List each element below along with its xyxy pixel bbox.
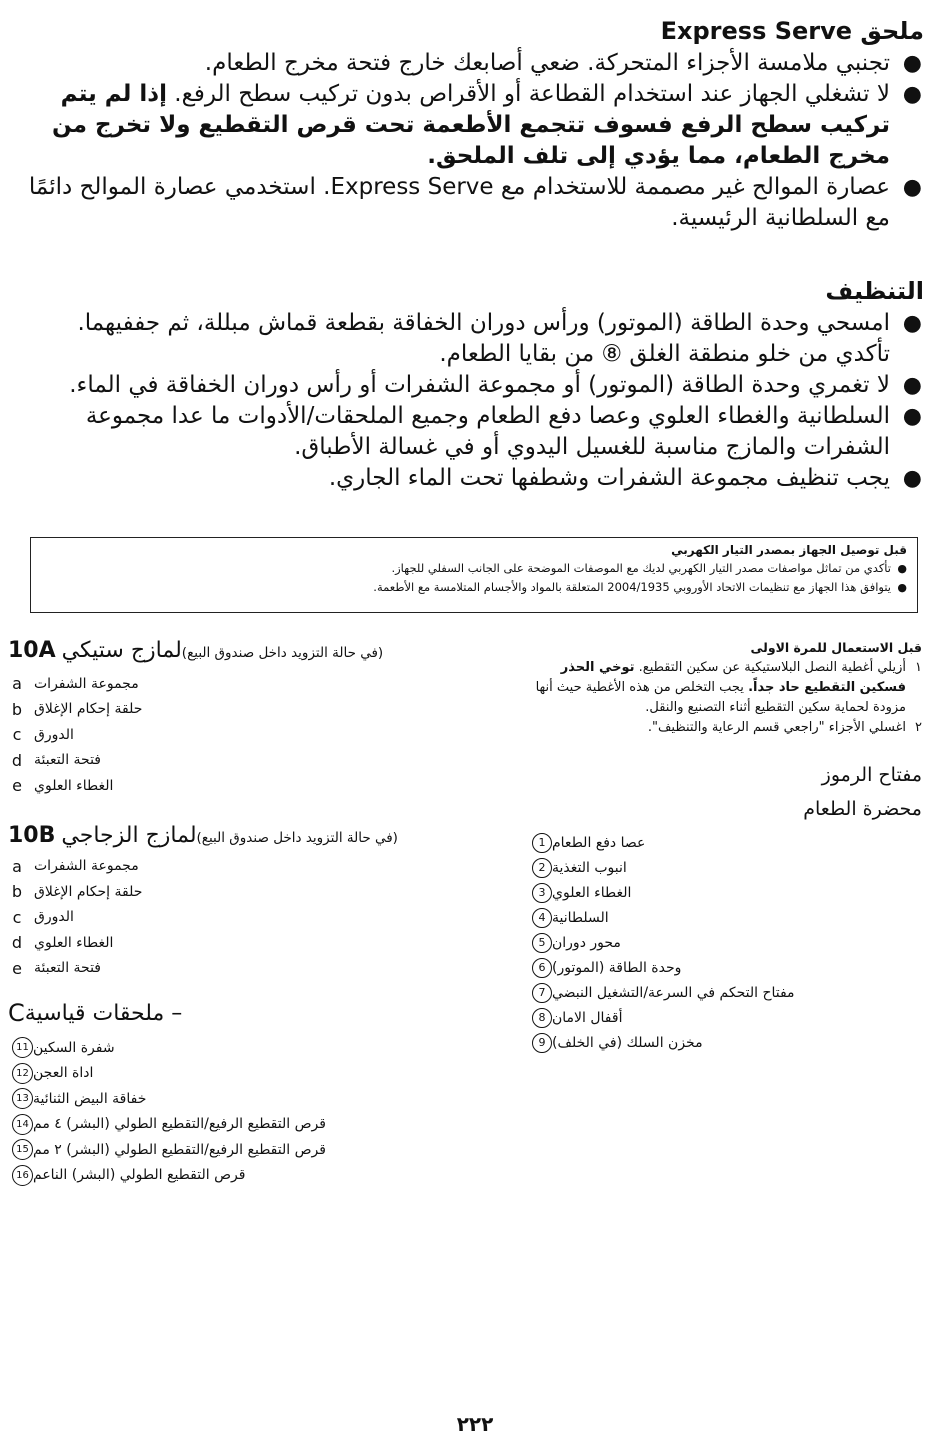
list-item: 11 شفرة السكين (0, 1035, 450, 1061)
cleaning-list (24, 308, 924, 494)
warning-text: توخي الحذر فسكين التقطيع حاد جداً. (560, 660, 906, 695)
bullet-icon: ● (897, 581, 907, 594)
number-badge: 12 (12, 1063, 33, 1084)
number-badge: 1 (532, 833, 552, 853)
number-badge: 8 (532, 1008, 552, 1028)
section-10b-heading: 10B لمازج الزجاجي (في حالة التزويد داخل صندوق البيع) (8, 822, 398, 848)
bullet-icon: ● (902, 404, 922, 429)
list-item: e الغطاء العلوي (12, 776, 114, 796)
list-item: ● امسحي وحدة الطاقة (الموتور) ورأس دوران الخفاقة بقطعة قماش مبللة، ثم جففيهما. تأكدي من خلو منطقة الغلق ⑧ من بقايا الطعام. (77, 310, 922, 367)
top-section (24, 14, 924, 494)
list-item: ● تجنبي ملامسة الأجزاء المتحركة. ضعي أصابعك خارج فتحة مخرج الطعام. (24, 48, 924, 79)
list-item: 2 انبوب التغذية (522, 855, 922, 880)
list-item: 7 مفتاح التحكم في السرعة/التشغيل النبضي (522, 980, 922, 1005)
number-badge: 13 (12, 1088, 33, 1109)
number-badge: 11 (12, 1037, 33, 1058)
list-item: a مجموعة الشفرات (12, 674, 139, 694)
list-item: ٢ اغسلي الأجزاء "راجعي قسم الرعاية والتنظيف". (647, 720, 922, 735)
number-badge: 6 (532, 958, 552, 978)
list-item: 1 عصا دفع الطعام (522, 830, 922, 855)
list-item: 16 قرص التقطيع الطولي (البشر) الناعم (0, 1163, 450, 1189)
bullet-icon: ● (902, 51, 922, 76)
number-badge: 16 (12, 1165, 33, 1186)
cleaning-heading: التنظيف (825, 277, 924, 305)
symbols-list (522, 830, 922, 1055)
express-serve-list (24, 48, 924, 234)
power-notice-title: قبل توصيل الجهاز بمصدر التيار الكهربي (671, 543, 907, 557)
list-item: ● تأكدي من تماثل مواصفات مصدر التيار الكهربي لديك مع الموصفات الموضحة على الجانب السفلي للجهاز. (41, 559, 907, 578)
page-number: ٢٢٢ (456, 1412, 494, 1436)
list-item: ● لا تغمري وحدة الطاقة (الموتور) أو مجموعة الشفرات أو رأس دوران الخفاقة في الماء. (24, 370, 924, 401)
list-item: 13 خفاقة البيض الثنائية (0, 1086, 450, 1112)
list-item: e فتحة التعبئة (12, 958, 101, 978)
express-serve-heading: ملحق Express Serve (660, 17, 924, 45)
left-column (0, 638, 450, 1188)
bullet-icon: ● (902, 373, 922, 398)
section-10a-heading: 10A لمازج ستيكي (في حالة التزويد داخل صندوق البيع) (8, 638, 384, 663)
list-item: d الغطاء العلوي (11, 933, 114, 953)
list-item: b حلقة إحكام الإغلاق (11, 882, 143, 902)
list-item: 14 قرص التقطيع الرفيع/التقطيع الطولي (البشر) ٤ مم (0, 1112, 450, 1138)
list-item: 12 اداة العجن (0, 1061, 450, 1087)
list-item: a مجموعة الشفرات (12, 856, 139, 876)
list-item: 4 السلطانية (522, 905, 922, 930)
number-badge: 9 (532, 1033, 552, 1053)
warning-text: إذا لم يتم تركيب سطح الرفع فسوف تتجمع الأطعمة تحت قرص التقطيع ولا تخرج من مخرج الطعام، مما يؤدي إلى تلف الملحق. (52, 81, 890, 169)
bullet-icon: ● (902, 82, 922, 107)
number-badge: 2 (532, 858, 552, 878)
list-item: ● السلطانية والغطاء العلوي وعصا دفع الطعام وجميع الملحقات/الأدوات ما عدا مجموعة الشفرات والمازج مناسبة للغسيل اليدوي أو في غسالة الأطباق. (85, 403, 922, 460)
first-use-heading: قبل الاستعمال للمرة الاولى (750, 640, 922, 655)
list-item: c الدورق (12, 907, 74, 927)
list-item: ● عصارة الموالح غير مصممة للاستخدام مع Express Serve. استخدمي عصارة الموالح دائمًا مع السلطانية الرئيسية. (28, 174, 922, 231)
number-badge: 14 (12, 1114, 33, 1135)
list-item: ● يتوافق هذا الجهاز مع تنظيمات الاتحاد الأوروبي 2004/1935 المتعلقة بالمواد والأجسام المتلامسة مع الأطعمة. (41, 578, 907, 597)
list-item: ١ أزيلي أغطية النصل البلاستيكية عن سكين التقطيع. توخي الحذر فسكين التقطيع حاد جداً. يجب التخلص من هذه الأغطية حيث أنها مزودة لحماية سكين التقطيع أثناء التصنيع والنقل. (535, 660, 922, 715)
list-item: 3 الغطاء العلوي (522, 880, 922, 905)
list-item: 8 أقفال الامان (522, 1005, 922, 1030)
list-item: 9 مخزن السلك (في الخلف) (522, 1030, 922, 1055)
food-processor-heading: محضرة الطعام (803, 798, 922, 820)
section-c-heading: C – ملحقات قياسية (8, 999, 183, 1027)
list-item: b حلقة إحكام الإغلاق (11, 699, 143, 719)
list-item: 6 وحدة الطاقة (الموتور) (522, 955, 922, 980)
number-badge: 3 (532, 883, 552, 903)
number-badge: 4 (532, 908, 552, 928)
number-badge: 5 (532, 933, 552, 953)
list-item: c الدورق (12, 725, 74, 745)
bullet-icon: ● (902, 175, 922, 200)
bullet-icon: ● (897, 562, 907, 575)
symbols-heading: مفتاح الرموز (821, 764, 922, 786)
list-item: 15 قرص التقطيع الرفيع/التقطيع الطولي (البشر) ٢ مم (0, 1137, 450, 1163)
number-badge: 7 (532, 983, 552, 1003)
list-item: d فتحة التعبئة (11, 750, 101, 770)
bullet-icon: ● (902, 466, 922, 491)
list-item: ● يجب تنظيف مجموعة الشفرات وشطفها تحت الماء الجاري. (24, 463, 924, 494)
power-notice-box (30, 537, 918, 613)
bullet-icon: ● (902, 311, 922, 336)
list-item: 5 محور دوران (522, 930, 922, 955)
list-item: ● لا تشغلي الجهاز عند استخدام القطاعة أو الأقراص بدون تركيب سطح الرفع. إذا لم يتم تركيب سطح الرفع فسوف تتجمع الأطعمة تحت قرص التقطيع ولا تخرج من مخرج الطعام، مما يؤدي إلى تلف الملحق. (52, 81, 922, 169)
right-column (522, 638, 922, 1055)
number-badge: 15 (12, 1139, 33, 1160)
